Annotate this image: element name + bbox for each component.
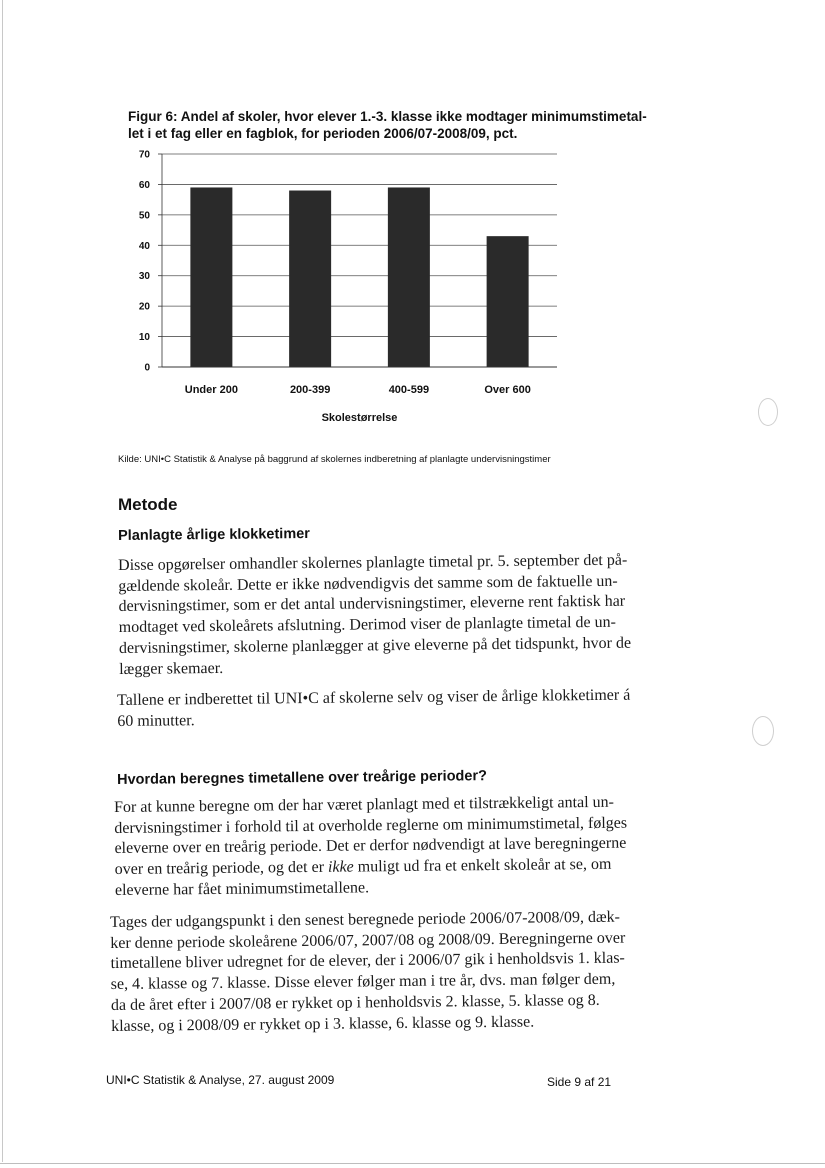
- bar: [190, 187, 232, 367]
- text-line: modtaget ved skoleårets afslutning. Derimod viser de planlagte timetal de un-: [118, 613, 616, 637]
- y-tick-label: 60: [138, 179, 150, 191]
- scan-mark: [758, 398, 778, 426]
- bar: [289, 191, 331, 367]
- y-tick-label: 10: [138, 332, 150, 344]
- text-line: Tages der udgangspunkt i den senest beregnede periode 2006/07-2008/09, dæk-: [110, 908, 621, 931]
- text-line: timetallene bliver udregnet for de elever, der i 2006/07 gik i henholdsvis 1. klas-: [110, 950, 625, 973]
- scan-mark: [752, 716, 774, 746]
- paragraph-4: [110, 908, 626, 1038]
- text-line: da de året efter i 2007/08 er rykket op i henholdsvis 2. klasse, 5. klasse og 8.: [110, 991, 600, 1014]
- figure-source: Kilde: UNI•C Statistik & Analyse på baggrund af skolernes indberetning af planlagte undervisningstimer: [118, 454, 551, 465]
- bar-chart: [120, 145, 580, 430]
- text-line: dervisningstimer, skolerne planlægger at give eleverne på det tidspunkt, hvor de: [118, 634, 632, 657]
- text-line: dervisningstimer i forhold til at overholde reglerne om minimumstimetal, følges: [114, 814, 628, 837]
- figure-title-line: let i et fag eller en fagblok, for perioden 2006/07-2008/09, pct.: [128, 126, 518, 141]
- text-line: ker denne periode skoleårene 2006/07, 2007/08 og 2008/09. Beregningerne over: [110, 929, 626, 952]
- text-line: For at kunne beregne om der har været planlagt med et tilstrækkeligt antal un-: [114, 793, 615, 816]
- text-line: klasse, og i 2008/09 er rykket op i 3. klasse, 6. klasse og 9. klasse.: [111, 1013, 535, 1035]
- figure-title: [128, 108, 668, 142]
- y-tick-label: 50: [138, 210, 150, 222]
- x-tick-label: 400-599: [388, 384, 430, 396]
- bar: [388, 187, 430, 367]
- text-run: muligt ud fra et enkelt skoleår at se, om: [353, 855, 612, 876]
- paragraph-3: [114, 793, 628, 902]
- text-line: Disse opgørelser omhandler skolernes planlagte timetal pr. 5. september det på-: [118, 551, 628, 574]
- y-tick-label: 0: [144, 362, 150, 374]
- x-tick-label: Over 600: [484, 384, 531, 396]
- page-bottom-edge: [0, 1163, 825, 1164]
- text-line: eleverne over en treårig periode. Det er derfor nødvendigt at lave beregningerne: [114, 835, 627, 858]
- text-line: se, 4. klasse og 7. klasse. Disse elever følger man i tre år, dvs. man følger dem,: [110, 970, 616, 994]
- x-tick-label: Under 200: [184, 384, 238, 396]
- text-line: gældende skoleår. Dette er ikke nødvendigvis det samme som de faktuelle un-: [118, 572, 618, 595]
- text-line: dervisningstimer, som er det antal undervisningstimer, eleverne rent faktisk har: [118, 593, 626, 616]
- subheading-three-year-periods: Hvordan beregnes timetallene over treårige perioder?: [117, 768, 488, 788]
- text-line: lægger skemaer.: [119, 659, 224, 678]
- y-tick-label: 30: [138, 271, 150, 283]
- figure-title-line: Figur 6: Andel af skoler, hvor elever 1.-3. klasse ikke modtager minimumstimetal-: [128, 109, 647, 124]
- text-run: over en treårig periode, og det er: [114, 858, 329, 879]
- paragraph-1: [118, 551, 631, 681]
- paragraph-2: [117, 686, 631, 733]
- x-tick-label: 200-399: [289, 384, 331, 396]
- page-left-edge: [2, 0, 3, 1162]
- y-tick-label: 70: [138, 149, 150, 161]
- footer-publisher: UNI•C Statistik & Analyse, 27. august 2009: [106, 1073, 335, 1087]
- y-tick-label: 40: [138, 240, 150, 252]
- text-line: 60 minutter.: [117, 711, 195, 730]
- section-heading: Metode: [118, 495, 178, 514]
- bar: [487, 236, 529, 367]
- subheading-planned-hours: Planlagte årlige klokketimer: [118, 525, 310, 544]
- emphasis-text: ikke: [327, 858, 354, 876]
- text-line: eleverne har fået minimumstimetallene.: [114, 879, 370, 899]
- y-tick-label: 20: [138, 301, 150, 313]
- x-axis-label: Skolestørrelse: [321, 412, 398, 424]
- footer-page-number: Side 9 af 21: [547, 1075, 612, 1089]
- text-line: Tallene er indberettet til UNI•C af skolerne selv og viser de årlige klokketimer á: [117, 686, 631, 709]
